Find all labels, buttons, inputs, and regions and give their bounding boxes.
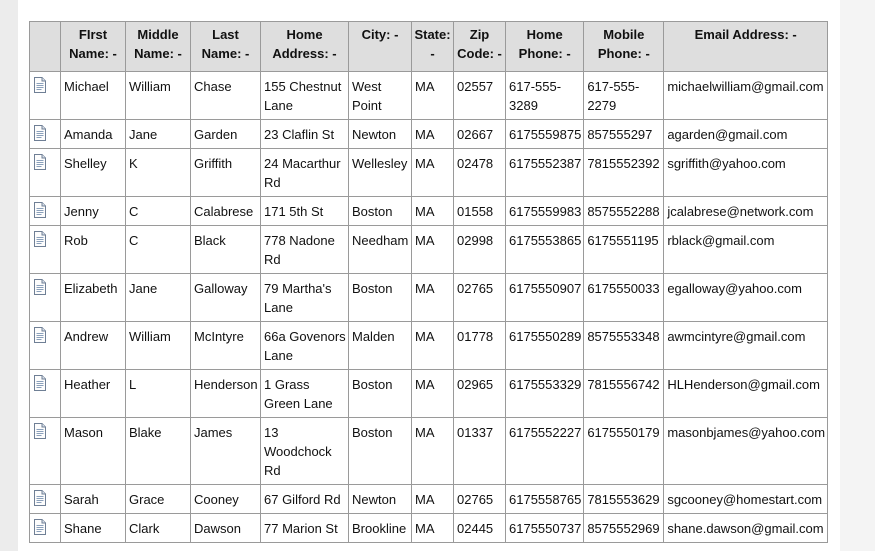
state-cell: MA — [412, 274, 454, 322]
state-cell: MA — [412, 514, 454, 543]
middle-name-cell: Grace — [126, 485, 191, 514]
column-header-last-name[interactable]: Last Name: - — [191, 22, 261, 72]
email-cell: HLHenderson@gmail.com — [664, 370, 828, 418]
city-cell: Newton — [349, 485, 412, 514]
email-cell: awmcintyre@gmail.com — [664, 322, 828, 370]
home-address-cell: 66a Govenors Lane — [261, 322, 349, 370]
mobile-phone-cell: 6175550033 — [584, 274, 664, 322]
state-cell: MA — [412, 226, 454, 274]
city-cell: Malden — [349, 322, 412, 370]
middle-name-cell: William — [126, 322, 191, 370]
zip-code-cell: 02667 — [454, 120, 506, 149]
state-cell: MA — [412, 485, 454, 514]
first-name-cell: Jenny — [61, 197, 126, 226]
home-address-cell: 13 Woodchock Rd — [261, 418, 349, 485]
last-name-cell: Calabrese — [191, 197, 261, 226]
middle-name-cell: C — [126, 226, 191, 274]
last-name-cell: McIntyre — [191, 322, 261, 370]
state-cell: MA — [412, 322, 454, 370]
city-cell: Boston — [349, 197, 412, 226]
row-icon-cell — [30, 149, 61, 197]
home-phone-cell: 6175553865 — [506, 226, 584, 274]
column-header-state[interactable]: State: - — [412, 22, 454, 72]
column-header-zip-code[interactable]: Zip Code: - — [454, 22, 506, 72]
home-address-cell: 778 Nadone Rd — [261, 226, 349, 274]
middle-name-cell: Jane — [126, 120, 191, 149]
zip-code-cell: 02478 — [454, 149, 506, 197]
home-phone-cell: 6175552387 — [506, 149, 584, 197]
middle-name-cell: L — [126, 370, 191, 418]
home-address-cell: 77 Marion St — [261, 514, 349, 543]
middle-name-cell: Blake — [126, 418, 191, 485]
zip-code-cell: 01337 — [454, 418, 506, 485]
table-row — [30, 418, 828, 485]
column-header-first-name[interactable]: FIrst Name: - — [61, 22, 126, 72]
city-cell: Wellesley — [349, 149, 412, 197]
zip-code-cell: 02965 — [454, 370, 506, 418]
city-cell: Boston — [349, 370, 412, 418]
first-name-cell: Shelley — [61, 149, 126, 197]
mobile-phone-cell: 6175551195 — [584, 226, 664, 274]
home-phone-cell: 6175550289 — [506, 322, 584, 370]
zip-code-cell: 02765 — [454, 274, 506, 322]
table-row — [30, 120, 828, 149]
row-icon-cell — [30, 322, 61, 370]
mobile-phone-cell: 6175550179 — [584, 418, 664, 485]
mobile-phone-cell: 7815552392 — [584, 149, 664, 197]
document-icon[interactable] — [33, 154, 47, 170]
mobile-phone-cell: 617-555-2279 — [584, 72, 664, 120]
city-cell: Needham — [349, 226, 412, 274]
home-address-cell: 1 Grass Green Lane — [261, 370, 349, 418]
document-icon[interactable] — [33, 327, 47, 343]
table-row — [30, 149, 828, 197]
home-address-cell: 24 Macarthur Rd — [261, 149, 349, 197]
table-row — [30, 485, 828, 514]
column-header-home-address[interactable]: Home Address: - — [261, 22, 349, 72]
document-icon[interactable] — [33, 375, 47, 391]
last-name-cell: Chase — [191, 72, 261, 120]
row-icon-cell — [30, 197, 61, 226]
header-row — [30, 22, 828, 72]
state-cell: MA — [412, 72, 454, 120]
home-phone-cell: 6175559875 — [506, 120, 584, 149]
table-row — [30, 274, 828, 322]
zip-code-cell: 02445 — [454, 514, 506, 543]
state-cell: MA — [412, 120, 454, 149]
home-address-cell: 79 Martha's Lane — [261, 274, 349, 322]
column-header-email-address[interactable]: Email Address: - — [664, 22, 828, 72]
table-row — [30, 514, 828, 543]
first-name-cell: Elizabeth — [61, 274, 126, 322]
first-name-cell: Amanda — [61, 120, 126, 149]
first-name-cell: Heather — [61, 370, 126, 418]
page-content — [18, 0, 840, 551]
email-cell: shane.dawson@gmail.com — [664, 514, 828, 543]
column-header-middle-name[interactable]: Middle Name: - — [126, 22, 191, 72]
email-cell: rblack@gmail.com — [664, 226, 828, 274]
column-header-icon — [30, 22, 61, 72]
middle-name-cell: K — [126, 149, 191, 197]
column-header-mobile-phone[interactable]: Mobile Phone: - — [584, 22, 664, 72]
city-cell: West Point — [349, 72, 412, 120]
zip-code-cell: 01558 — [454, 197, 506, 226]
last-name-cell: Galloway — [191, 274, 261, 322]
first-name-cell: Shane — [61, 514, 126, 543]
first-name-cell: Sarah — [61, 485, 126, 514]
right-gutter — [840, 0, 875, 551]
home-address-cell: 23 Claflin St — [261, 120, 349, 149]
document-icon[interactable] — [33, 519, 47, 535]
last-name-cell: James — [191, 418, 261, 485]
email-cell: michaelwilliam@gmail.com — [664, 72, 828, 120]
zip-code-cell: 02998 — [454, 226, 506, 274]
row-icon-cell — [30, 485, 61, 514]
zip-code-cell: 02557 — [454, 72, 506, 120]
home-phone-cell: 6175553329 — [506, 370, 584, 418]
row-icon-cell — [30, 226, 61, 274]
first-name-cell: Andrew — [61, 322, 126, 370]
home-phone-cell: 6175550907 — [506, 274, 584, 322]
row-icon-cell — [30, 72, 61, 120]
home-phone-cell: 6175559983 — [506, 197, 584, 226]
row-icon-cell — [30, 120, 61, 149]
middle-name-cell: William — [126, 72, 191, 120]
document-icon[interactable] — [33, 125, 47, 141]
mobile-phone-cell: 857555297 — [584, 120, 664, 149]
home-phone-cell: 6175552227 — [506, 418, 584, 485]
document-icon[interactable] — [33, 77, 47, 93]
document-icon[interactable] — [33, 490, 47, 506]
state-cell: MA — [412, 370, 454, 418]
table-row — [30, 197, 828, 226]
row-icon-cell — [30, 418, 61, 485]
table-row — [30, 370, 828, 418]
middle-name-cell: Jane — [126, 274, 191, 322]
contacts-table — [29, 21, 828, 543]
column-header-home-phone[interactable]: Home Phone: - — [506, 22, 584, 72]
email-cell: agarden@gmail.com — [664, 120, 828, 149]
home-phone-cell: 6175550737 — [506, 514, 584, 543]
state-cell: MA — [412, 197, 454, 226]
mobile-phone-cell: 8575552288 — [584, 197, 664, 226]
city-cell: Newton — [349, 120, 412, 149]
middle-name-cell: C — [126, 197, 191, 226]
first-name-cell: Mason — [61, 418, 126, 485]
last-name-cell: Griffith — [191, 149, 261, 197]
city-cell: Boston — [349, 418, 412, 485]
row-icon-cell — [30, 274, 61, 322]
home-address-cell: 155 Chestnut Lane — [261, 72, 349, 120]
email-cell: jcalabrese@network.com — [664, 197, 828, 226]
document-icon[interactable] — [33, 279, 47, 295]
zip-code-cell: 01778 — [454, 322, 506, 370]
last-name-cell: Black — [191, 226, 261, 274]
city-cell: Brookline — [349, 514, 412, 543]
last-name-cell: Cooney — [191, 485, 261, 514]
last-name-cell: Henderson — [191, 370, 261, 418]
table-body — [30, 72, 828, 543]
home-phone-cell: 6175558765 — [506, 485, 584, 514]
email-cell: sgcooney@homestart.com — [664, 485, 828, 514]
row-icon-cell — [30, 514, 61, 543]
mobile-phone-cell: 8575553348 — [584, 322, 664, 370]
email-cell: masonbjames@yahoo.com — [664, 418, 828, 485]
table-row — [30, 72, 828, 120]
city-cell: Boston — [349, 274, 412, 322]
table-row — [30, 322, 828, 370]
first-name-cell: Rob — [61, 226, 126, 274]
email-cell: sgriffith@yahoo.com — [664, 149, 828, 197]
mobile-phone-cell: 8575552969 — [584, 514, 664, 543]
email-cell: egalloway@yahoo.com — [664, 274, 828, 322]
first-name-cell: Michael — [61, 72, 126, 120]
last-name-cell: Garden — [191, 120, 261, 149]
state-cell: MA — [412, 418, 454, 485]
column-header-city[interactable]: City: - — [349, 22, 412, 72]
state-cell: MA — [412, 149, 454, 197]
home-phone-cell: 617-555-3289 — [506, 72, 584, 120]
document-icon[interactable] — [33, 202, 47, 218]
table-row — [30, 226, 828, 274]
document-icon[interactable] — [33, 231, 47, 247]
home-address-cell: 67 Gilford Rd — [261, 485, 349, 514]
zip-code-cell: 02765 — [454, 485, 506, 514]
row-icon-cell — [30, 370, 61, 418]
last-name-cell: Dawson — [191, 514, 261, 543]
document-icon[interactable] — [33, 423, 47, 439]
home-address-cell: 171 5th St — [261, 197, 349, 226]
mobile-phone-cell: 7815553629 — [584, 485, 664, 514]
mobile-phone-cell: 7815556742 — [584, 370, 664, 418]
middle-name-cell: Clark — [126, 514, 191, 543]
